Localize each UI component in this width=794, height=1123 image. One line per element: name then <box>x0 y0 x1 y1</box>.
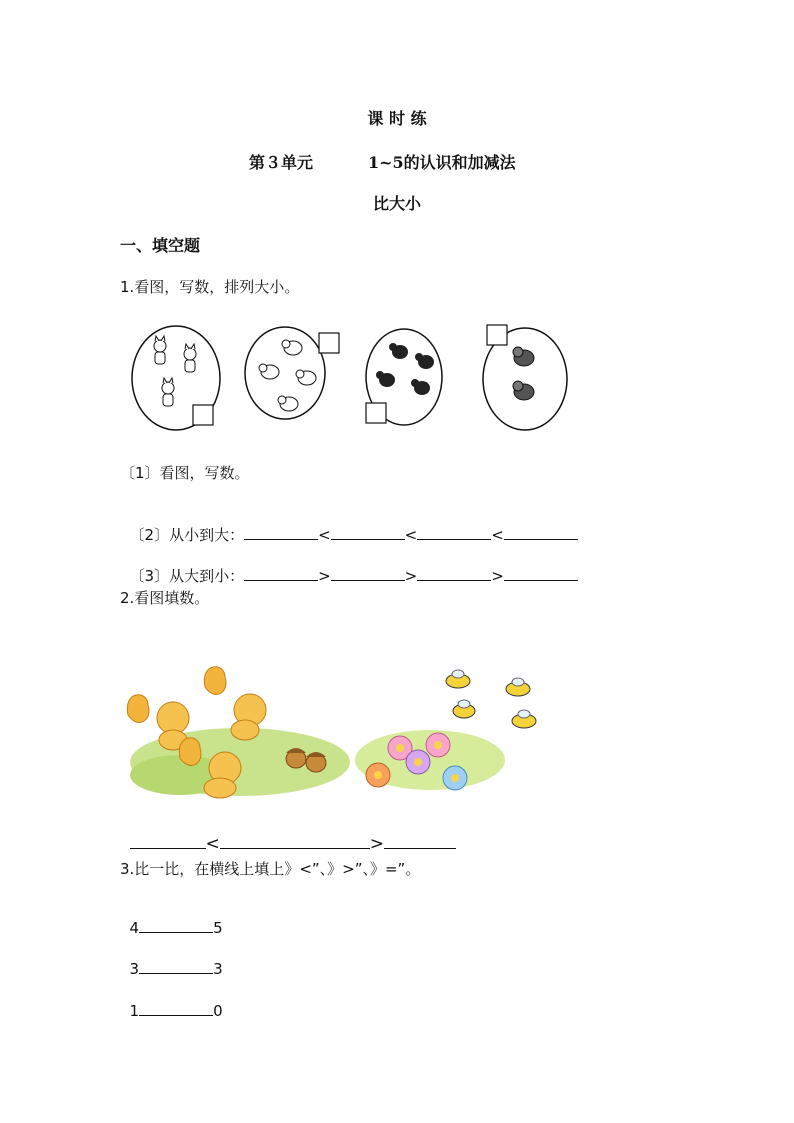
q3-row <box>120 900 223 937</box>
unit-label: 第３单元 <box>249 153 314 172</box>
right-number: 0 <box>213 1002 223 1020</box>
blank[interactable] <box>130 834 206 849</box>
less-than-sign: < <box>491 526 504 544</box>
bee-icon <box>355 670 536 790</box>
squirrel-icon <box>127 667 350 798</box>
left-number: 4 <box>129 919 140 937</box>
blank[interactable] <box>139 959 213 974</box>
q3-row <box>120 941 223 978</box>
q3-row <box>120 983 223 1020</box>
blank[interactable] <box>139 1001 213 1016</box>
left-number: 3 <box>129 960 140 978</box>
q3-prompt: 3.比一比，在横线上填上》<”、》>”、》=”。 <box>120 860 421 878</box>
right-number: 5 <box>213 919 223 937</box>
lesson-title: 比大小 <box>372 194 421 213</box>
q1-prompt: 1.看图，写数，排列大小。 <box>120 278 300 296</box>
greater-than-sign: > <box>491 567 504 585</box>
left-number: 1 <box>129 1002 140 1020</box>
blank[interactable] <box>220 834 370 849</box>
less-than-sign: < <box>404 526 418 544</box>
q2-prompt: 2.看图填数。 <box>120 589 210 607</box>
unit-topic: 1~5的认识和加减法 <box>368 153 516 172</box>
q1-part3-label: 〔3〕从大到小： <box>129 567 245 585</box>
greater-than-sign: > <box>404 567 418 585</box>
less-than-sign: < <box>205 834 220 854</box>
q2-answer <box>120 816 456 854</box>
q1-part1: 〔1〕看图，写数。 <box>120 464 250 482</box>
q1-part2-label: 〔2〕从小到大： <box>129 526 245 544</box>
greater-than-sign: > <box>318 567 331 585</box>
section-heading: 一、填空题 <box>120 236 201 255</box>
blank[interactable] <box>139 918 213 933</box>
right-number: 3 <box>213 960 223 978</box>
page-title: 课 时 练 <box>367 109 427 128</box>
greater-than-sign: > <box>369 834 385 854</box>
less-than-sign: < <box>318 526 331 544</box>
blank[interactable] <box>384 834 456 849</box>
